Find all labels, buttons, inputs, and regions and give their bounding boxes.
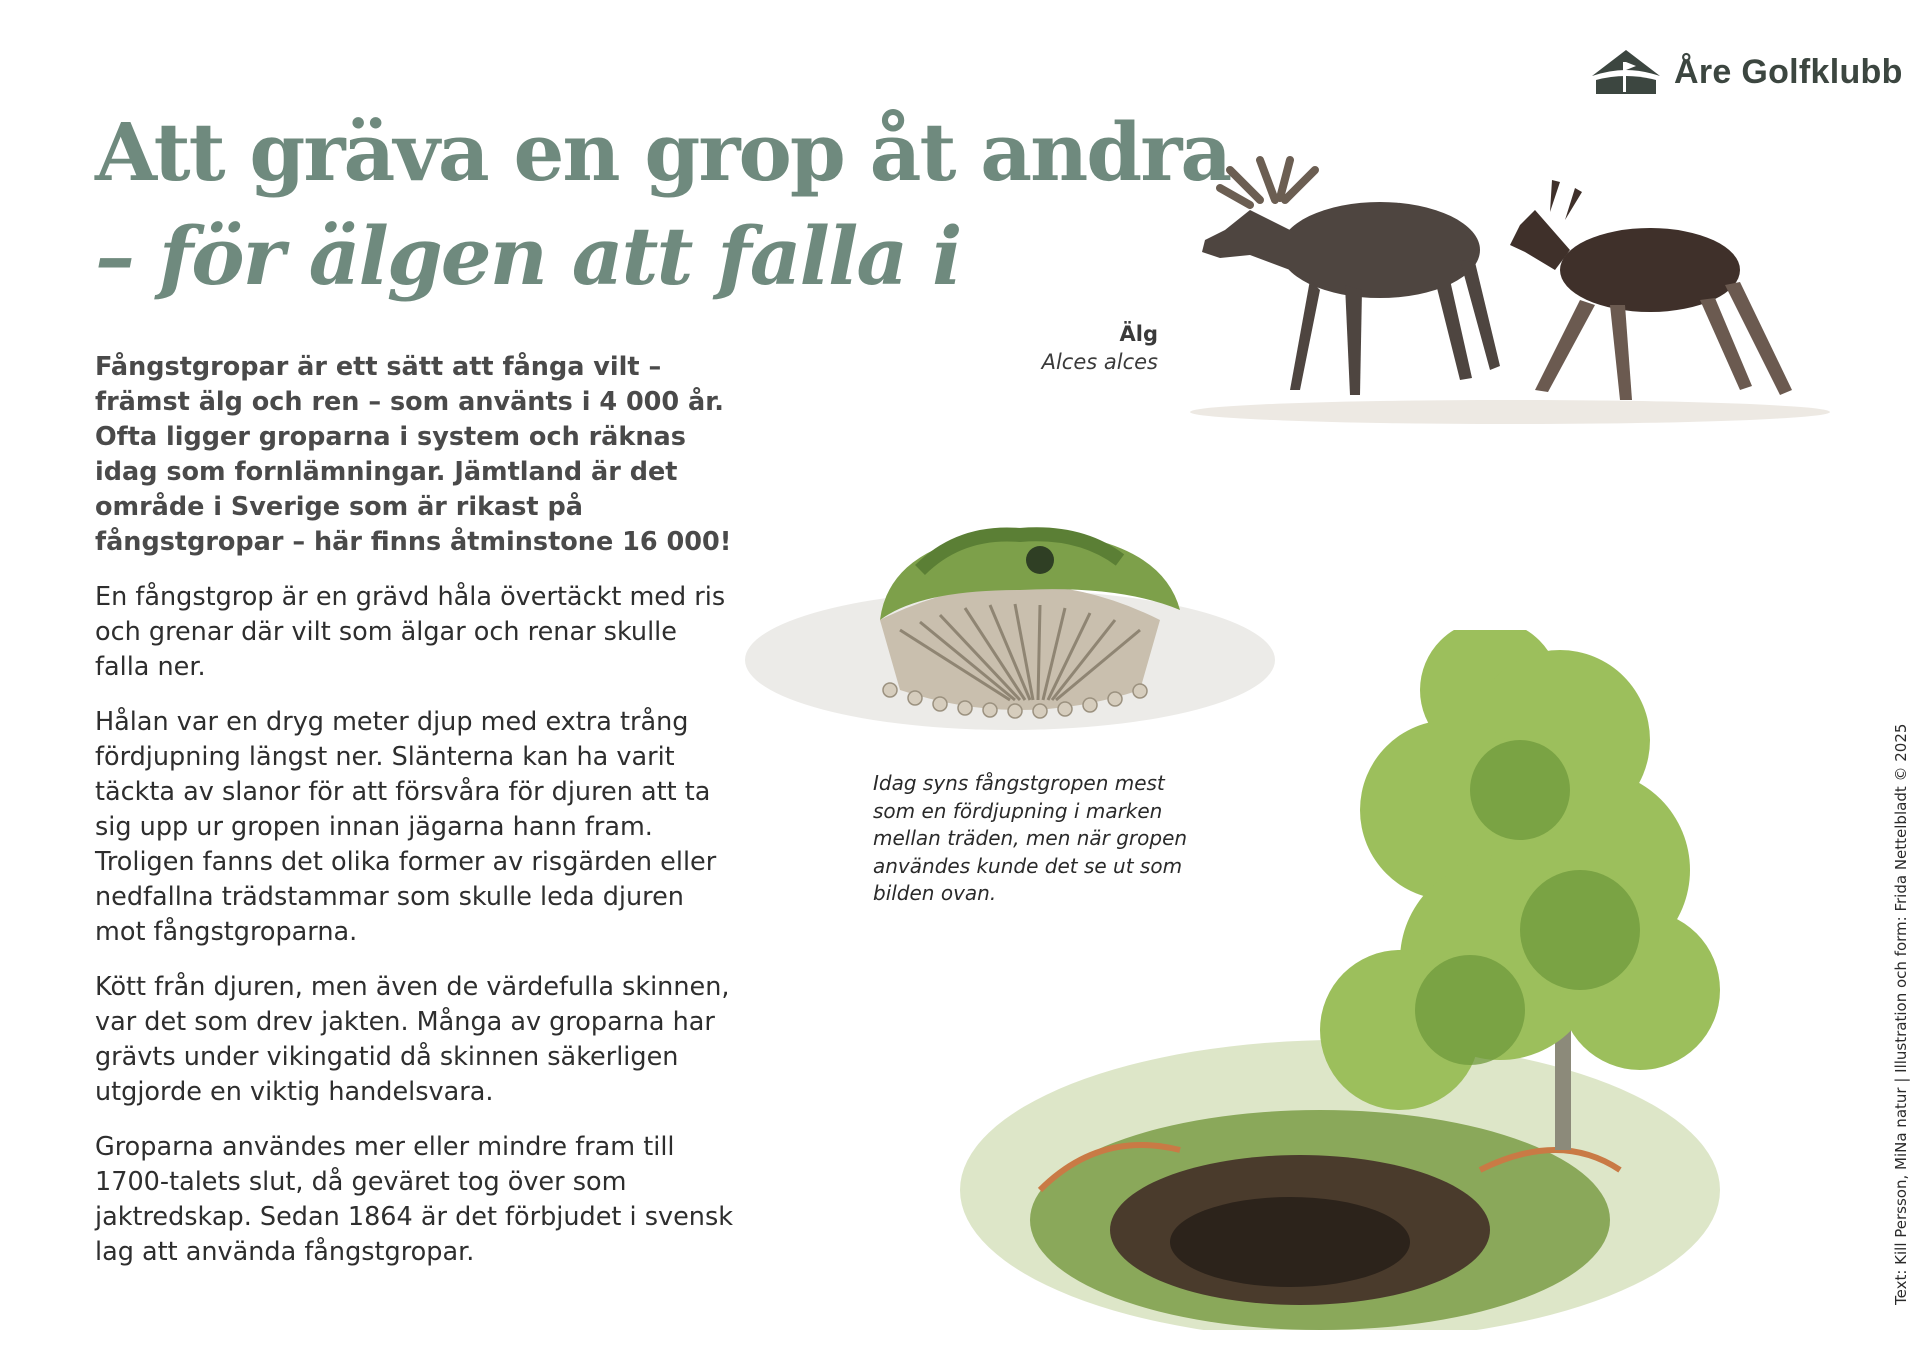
club-logo [1590,48,1903,96]
species-label [1042,320,1158,376]
species-common-name: Älg [1119,322,1158,346]
body-text [95,350,735,1290]
paragraph-1: En fångstgrop är en grävd håla övertäckt med ris och grenar där vilt som älgar och renar skulle falla ner. [95,582,726,682]
lead-paragraph: Fångstgropar är ett sätt att fånga vilt – främst älg och ren – som använts i 4 000 år. Ofta ligger groparna i system och räknas idag som fornlämningar. Jämtland är det område i Sverige som är rikast på fångstgropar – här finns åtminstone 16 000! [95,352,732,557]
paragraph-4: Groparna användes mer eller mindre fram till 1700-talets slut, då geväret tog över som jaktredskap. Sedan 1864 är det förbjudet i svensk lag att använda fångstgropar. [95,1132,733,1267]
logo-text: Åre Golfklubb [1674,52,1903,91]
credit-line: Text: Kill Persson, MiNa natur | Illustration och form: Frida Nettelbladt © 2025 [1892,723,1910,1305]
illustration-caption: Idag syns fångstgropen mest som en fördjupning i marken mellan träden, men när gropen användes kunde det se ut som bilden ovan. [873,771,1188,905]
tree-foliage [1320,630,1720,1110]
paragraph-3: Kött från djuren, men även de värdefulla skinnen, var det som drev jakten. Många av groparna har grävts under vikingatid då skinnen säkerligen utgjorde en viktig handelsvara. [95,972,730,1107]
tent-flag-icon [1590,48,1662,96]
species-latin-name: Alces alces [1041,350,1158,374]
moose-illustration [1180,140,1880,440]
paragraph-2: Hålan var en dryg meter djup med extra trång fördjupning längst ner. Slänterna kan ha varit täckta av slanor för att försvåra för djuren att ta sig upp ur gropen innan jägarna hann fram. Troligen fanns det olika former av risgärden eller nedfallna trädstammar som skulle leda djuren mot fångstgroparna. [95,707,717,947]
page-title [95,100,1230,308]
title-line-1: Att gräva en grop åt andra [95,105,1231,199]
forest-depression-illustration [960,630,1780,1330]
title-line-2: – för älgen att falla i [95,209,961,303]
calf-moose [1510,180,1792,400]
adult-moose [1202,160,1500,395]
